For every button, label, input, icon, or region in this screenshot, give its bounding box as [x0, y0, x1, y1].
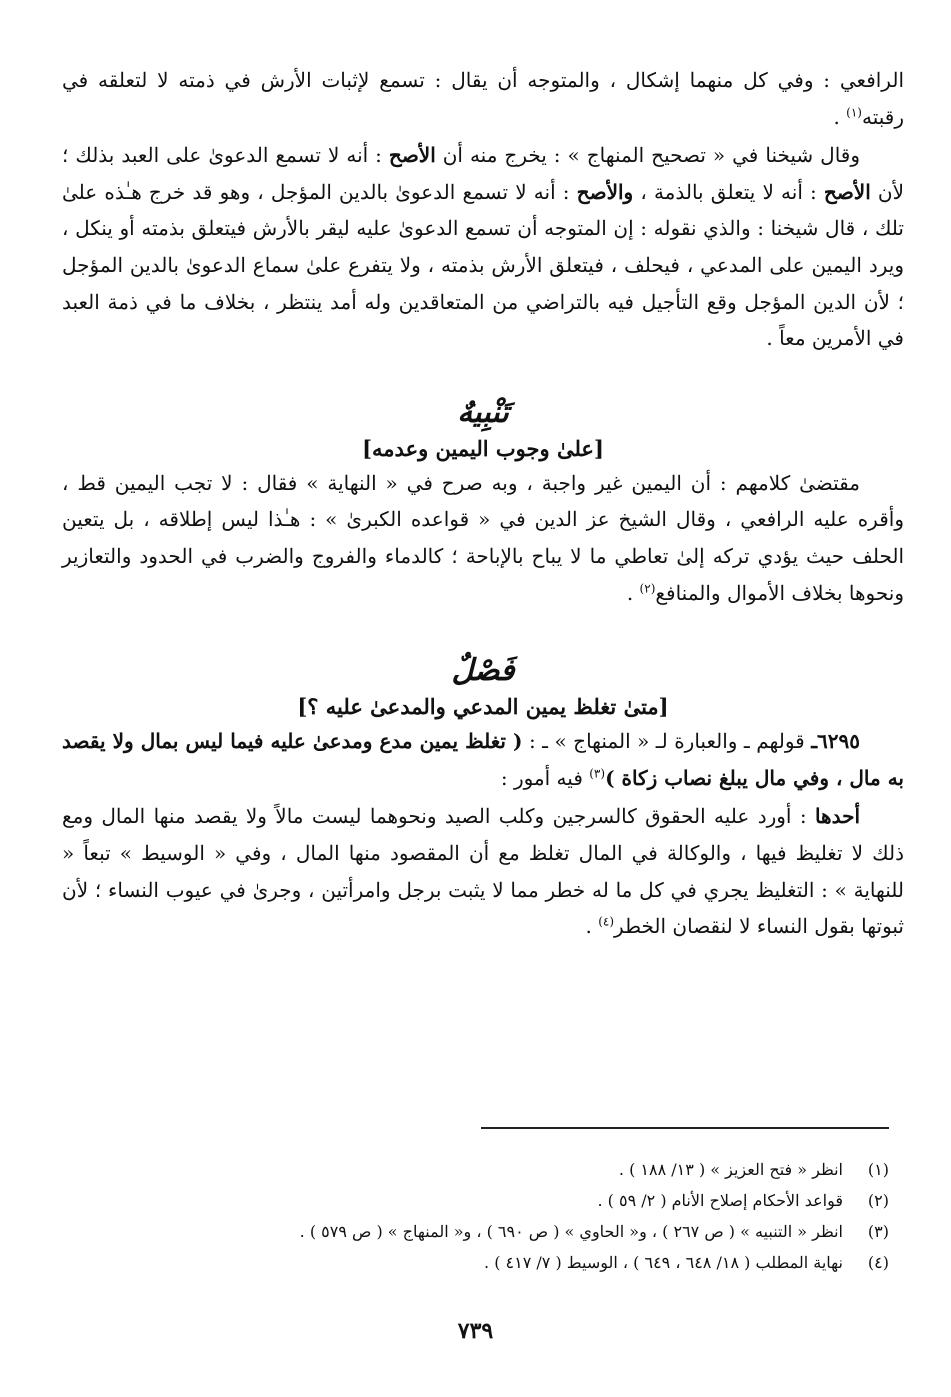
section-heading-fasl	[62, 651, 904, 723]
text-run: وقال شيخنا في « تصحيح المنهاج » : يخرج منه أن	[435, 143, 861, 168]
footnote-number: (١)	[867, 1160, 889, 1179]
paragraph-issue-6295	[62, 723, 904, 796]
footnote-number: (٣)	[867, 1222, 889, 1241]
footnote-number: (٤)	[867, 1253, 889, 1272]
footnote-item	[47, 1247, 889, 1278]
page-body	[62, 62, 904, 945]
paragraph-first-point	[62, 798, 904, 944]
footnotes	[47, 1154, 889, 1278]
bold-term: الأصح	[823, 179, 871, 204]
text-run: : أنه لا تسمع الدعوىٰ بالدين المؤجل ، وهو قد خرج هـٰذه علىٰ تلك ، قال شيخنا : والذي نقوله : إن المتوجه أن تسمع الدعوىٰ عليه ليقر بالأرش فيتعلق بذمته أو ينكل ، ويرد اليمين على المدعي ، فيحلف ، فيتعلق الأرش بذمته ، ولا يتفرع علىٰ سماع الدعوىٰ بالدين المؤجل ؛ لأن الدين المؤجل وقع التأجيل فيه بالتراضي من المتعاقدين وله أمد ينتظر ، بخلاف ما في ذمة العبد في الأمرين معاً .	[62, 179, 904, 351]
bold-term: أحدها	[814, 804, 860, 829]
page-number: ٧٣٩	[457, 1318, 494, 1344]
footnote-ref-1[interactable]: (١)	[846, 104, 862, 119]
footnote-item	[47, 1216, 889, 1247]
section-ornament-title: فَصْلٌ	[451, 653, 515, 689]
issue-number: ٦٢٩٥ـ	[811, 729, 861, 754]
footnote-item	[47, 1154, 889, 1185]
text-run: .	[626, 580, 640, 605]
text-run: الرافعي : وفي كل منهما إشكال ، والمتوجه أن يقال : تسمع لإثبات الأرش في ذمته لا لتعلقه في رقبته	[62, 68, 904, 129]
text-run: : أورد عليه الحقوق كالسرجين وكلب الصيد ونحوهما ليست مالاً ولا يقصد منها المال ومع ذلك لا تغليظ فيها ، والوكالة في المال تغلظ مع أن المقصود منها المال ، وفي « الوسيط » تبعاً « للنهاية » : التغليظ يجري في كل ما له خطر مما لا يثبت برجل وامرأتين ، وجرىٰ في عيوب النساء ؛ لأن ثبوتها بقول النساء لا لنقصان الخطر	[62, 804, 904, 939]
footnote-ref-4[interactable]: (٤)	[598, 914, 615, 929]
text-run: : أنه لا تسمع الدعوىٰ على العبد بذلك ؛ لأن	[62, 143, 905, 204]
bold-term: الأصح	[388, 143, 436, 168]
section-ornament-title: تَنْبِيهٌ	[457, 394, 509, 430]
bold-term: والأصح	[576, 179, 634, 204]
text-run: .	[833, 104, 847, 129]
text-run: : أنه لا يتعلق بالذمة ،	[633, 179, 824, 204]
footnote-text: انظر « فتح العزيز » ( ١٣/ ١٨٨ ) .	[618, 1160, 843, 1179]
section-subtitle: [علىٰ وجوب اليمين وعدمه]	[362, 435, 604, 461]
section-subtitle: [متىٰ تغلظ يمين المدعي والمدعىٰ عليه ؟]	[297, 694, 669, 720]
footnote-ref-3[interactable]: (٣)	[589, 766, 606, 781]
footnote-text: انظر « التنبيه » ( ص ٢٦٧ ) ، و« الحاوي » ( ص ٦٩٠ ) ، و« المنهاج » ( ص ٥٧٩ ) .	[299, 1222, 843, 1241]
footnote-ref-2[interactable]: (٢)	[639, 580, 656, 595]
paragraph-intro	[62, 62, 904, 135]
text-run: مقتضىٰ كلامهم : أن اليمين غير واجبة ، وبه صرح في « النهاية » فقال : لا تجب اليمين قط ، وأقره عليه الرافعي ، وقال الشيخ عز الدين في « قواعده الكبرىٰ » : هـٰذا ليس إطلاقه ، بل يتعين الحلف حيث يؤدي تركه إلىٰ تعاطي ما لا يباح بالإباحة ؛ كالدماء والفروج والضرب في الحدود والتعازير ونحوها بخلاف الأموال والمنافع	[62, 470, 904, 605]
footnote-number: (٢)	[867, 1191, 889, 1210]
paragraph-sheikh-opinion	[62, 137, 904, 357]
quoted-text: ( تغلظ يمين مدع ومدعىٰ عليه فيما ليس بمال ولا يقصد به مال ، وفي مال يبلغ نصاب زكاة )	[62, 729, 904, 790]
footnote-separator	[481, 1127, 889, 1129]
text-run: قولهم ـ والعبارة لـ « المنهاج » ـ :	[522, 729, 812, 754]
text-run: فيه أمور :	[500, 765, 590, 790]
text-run: .	[585, 914, 599, 939]
section-heading-tanbih	[62, 393, 904, 465]
footnote-text: نهاية المطلب ( ١٨/ ٦٤٨ ، ٦٤٩ ) ، الوسيط ( ٧/ ٤١٧ ) .	[484, 1253, 843, 1272]
footnote-text: قواعد الأحكام إصلاح الأنام ( ٢/ ٥٩ ) .	[597, 1191, 843, 1210]
footnote-item	[47, 1185, 889, 1216]
paragraph-oath-obligation	[62, 465, 904, 611]
